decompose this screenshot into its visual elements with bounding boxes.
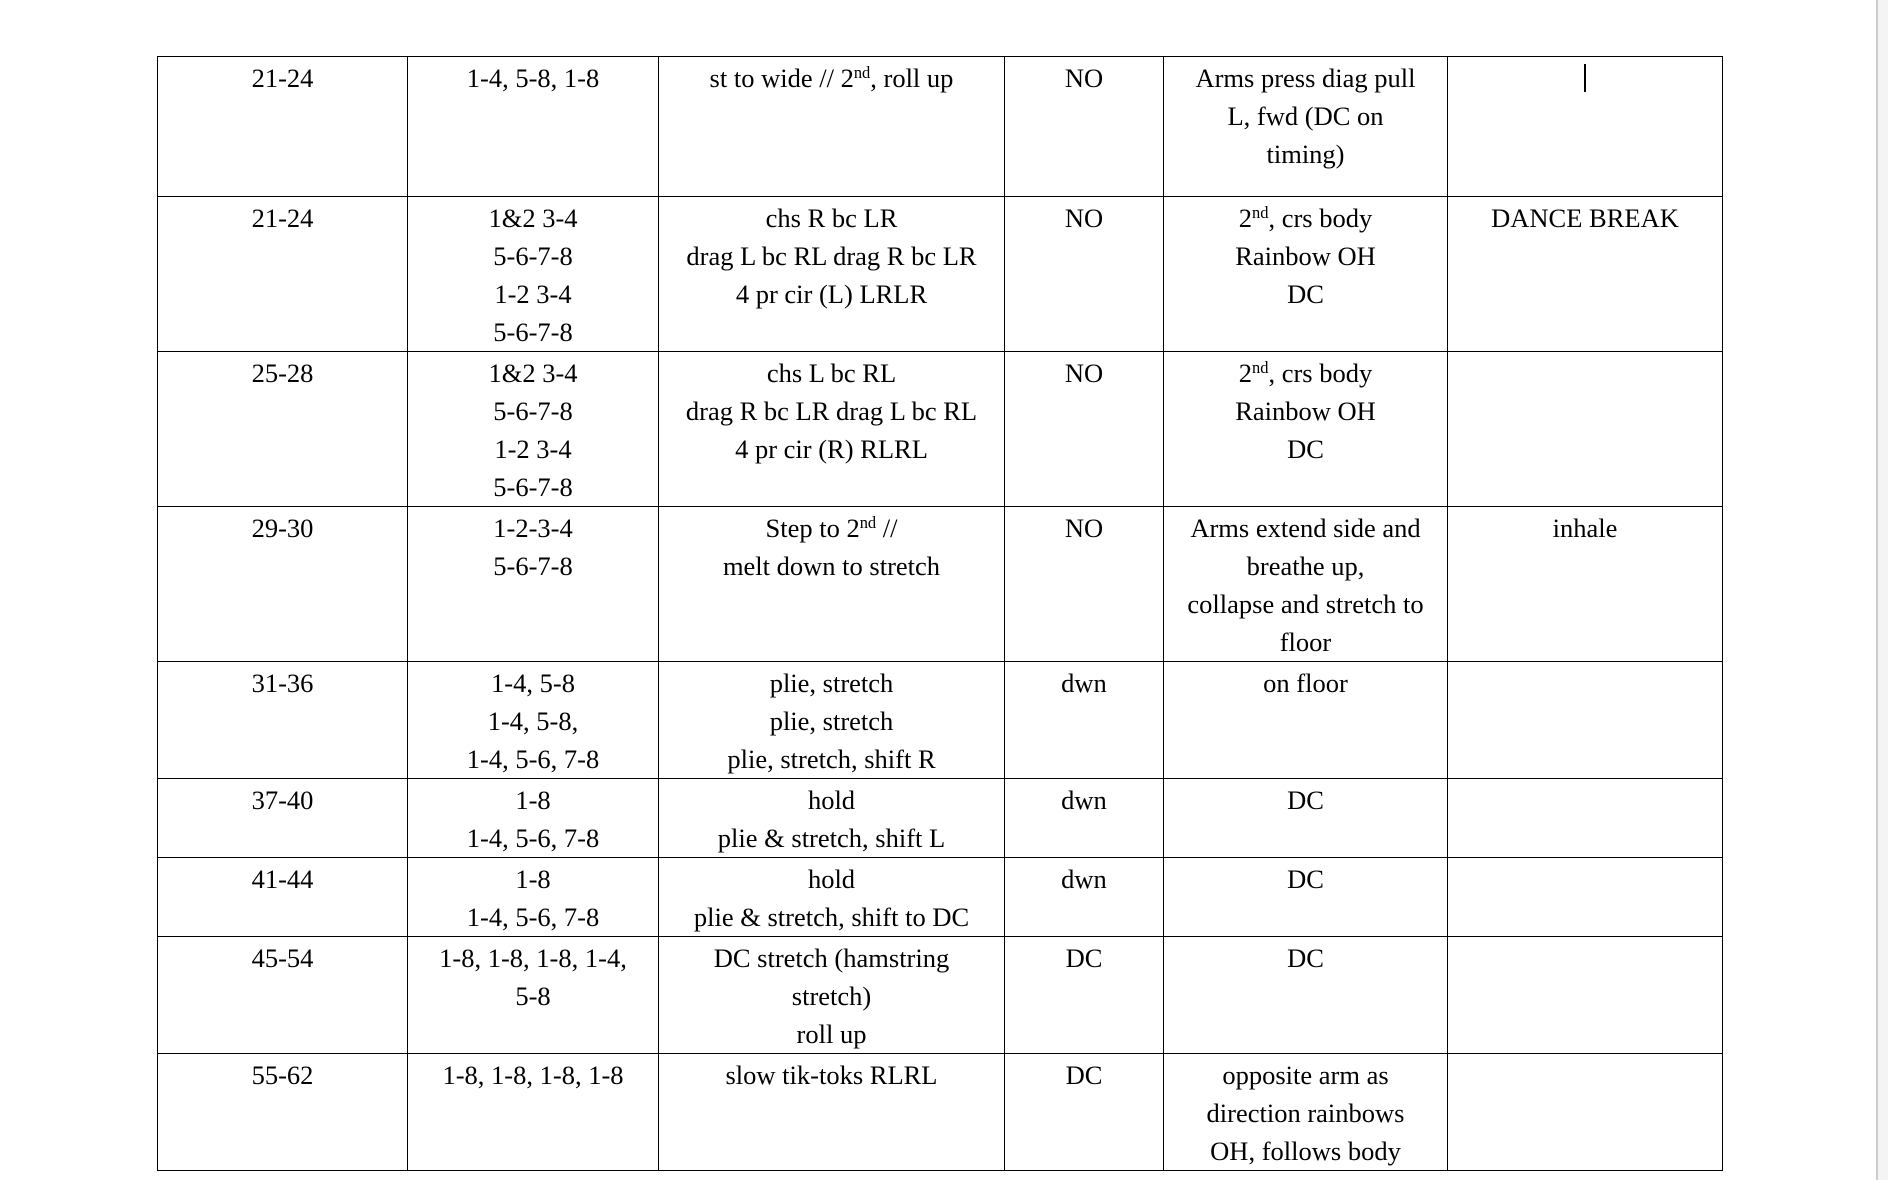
notes-cell[interactable] bbox=[1448, 858, 1723, 937]
beats-cell[interactable] bbox=[408, 197, 659, 352]
arms-line: collapse and stretch to bbox=[1187, 589, 1424, 619]
counts-text: 37-40 bbox=[251, 785, 314, 815]
beats-cell[interactable] bbox=[408, 57, 659, 197]
beats-line: 1-2 3-4 bbox=[494, 434, 572, 464]
counts-text: 21-24 bbox=[251, 63, 314, 93]
steps-line: stretch) bbox=[791, 981, 872, 1011]
beats-line: 5-6-7-8 bbox=[493, 317, 573, 347]
beats-cell[interactable] bbox=[408, 779, 659, 858]
arms-line: Rainbow OH bbox=[1235, 396, 1376, 426]
level-cell[interactable] bbox=[1005, 779, 1164, 858]
notes-line: DANCE BREAK bbox=[1491, 203, 1679, 233]
level-cell[interactable] bbox=[1005, 937, 1164, 1054]
level-text: dwn bbox=[1061, 668, 1107, 698]
beats-line: 1-8, 1-8, 1-8, 1-8 bbox=[442, 1060, 624, 1090]
counts-text: 41-44 bbox=[251, 864, 314, 894]
level-cell[interactable] bbox=[1005, 1054, 1164, 1171]
arms-line: DC bbox=[1287, 434, 1324, 464]
steps-line: 4 pr cir (L) LRLR bbox=[735, 279, 928, 309]
beats-line: 1-4, 5-6, 7-8 bbox=[466, 744, 600, 774]
steps-line: plie & stretch, shift L bbox=[717, 823, 946, 853]
steps-cell[interactable] bbox=[659, 1054, 1005, 1171]
counts-cell[interactable] bbox=[158, 352, 408, 507]
steps-line: Step to 2nd // bbox=[765, 512, 898, 543]
level-cell[interactable] bbox=[1005, 662, 1164, 779]
beats-line: 1-8 bbox=[515, 785, 551, 815]
arms-cell[interactable] bbox=[1164, 858, 1448, 937]
arms-cell[interactable] bbox=[1164, 937, 1448, 1054]
counts-cell[interactable] bbox=[158, 937, 408, 1054]
arms-cell[interactable] bbox=[1164, 352, 1448, 507]
level-text: DC bbox=[1065, 1060, 1103, 1090]
steps-line: drag L bc RL drag R bc LR bbox=[686, 241, 977, 271]
arms-line: Arms extend side and bbox=[1190, 513, 1421, 543]
counts-cell[interactable] bbox=[158, 507, 408, 662]
table-row bbox=[158, 57, 1723, 197]
counts-text: 31-36 bbox=[251, 668, 314, 698]
choreography-table bbox=[157, 56, 1723, 1171]
steps-line: hold bbox=[807, 785, 856, 815]
counts-cell[interactable] bbox=[158, 197, 408, 352]
arms-line: DC bbox=[1287, 864, 1324, 894]
steps-line: 4 pr cir (R) RLRL bbox=[735, 434, 928, 464]
level-text: dwn bbox=[1061, 864, 1107, 894]
beats-cell[interactable] bbox=[408, 937, 659, 1054]
table-row bbox=[158, 1054, 1723, 1171]
table-row bbox=[158, 937, 1723, 1054]
beats-cell[interactable] bbox=[408, 1054, 659, 1171]
notes-cell[interactable] bbox=[1448, 662, 1723, 779]
steps-line: plie, stretch, shift R bbox=[727, 744, 936, 774]
steps-cell[interactable] bbox=[659, 197, 1005, 352]
beats-cell[interactable] bbox=[408, 507, 659, 662]
counts-cell[interactable] bbox=[158, 779, 408, 858]
table-row bbox=[158, 779, 1723, 858]
arms-line: DC bbox=[1287, 279, 1324, 309]
beats-line: 5-6-7-8 bbox=[493, 551, 573, 581]
level-cell[interactable] bbox=[1005, 197, 1164, 352]
notes-cell[interactable] bbox=[1448, 1054, 1723, 1171]
steps-line: st to wide // 2nd, roll up bbox=[709, 62, 954, 93]
table-body bbox=[158, 57, 1723, 1171]
counts-text: 55-62 bbox=[251, 1060, 314, 1090]
beats-line: 1&2 3-4 bbox=[488, 358, 578, 388]
arms-cell[interactable] bbox=[1164, 1054, 1448, 1171]
arms-line: 2nd, crs body bbox=[1238, 357, 1373, 388]
steps-line: plie, stretch bbox=[769, 706, 894, 736]
notes-cell[interactable] bbox=[1448, 352, 1723, 507]
counts-text: 45-54 bbox=[251, 943, 314, 973]
notes-cell[interactable] bbox=[1448, 507, 1723, 662]
notes-cell[interactable] bbox=[1448, 937, 1723, 1054]
steps-line: hold bbox=[807, 864, 856, 894]
steps-cell[interactable] bbox=[659, 937, 1005, 1054]
beats-line: 1-8, 1-8, 1-8, 1-4, bbox=[439, 943, 627, 973]
beats-line: 1-4, 5-6, 7-8 bbox=[466, 823, 600, 853]
steps-cell[interactable] bbox=[659, 507, 1005, 662]
steps-cell[interactable] bbox=[659, 352, 1005, 507]
arms-line: floor bbox=[1279, 627, 1332, 657]
arms-line: Arms press diag pull bbox=[1195, 63, 1416, 93]
counts-text: 21-24 bbox=[251, 203, 314, 233]
table-row bbox=[158, 352, 1723, 507]
scrollbar-track[interactable] bbox=[1878, 0, 1888, 1180]
table-row bbox=[158, 197, 1723, 352]
steps-cell[interactable] bbox=[659, 57, 1005, 197]
beats-line: 1-2 3-4 bbox=[494, 279, 572, 309]
arms-line: opposite arm as bbox=[1222, 1060, 1389, 1090]
steps-cell[interactable] bbox=[659, 858, 1005, 937]
beats-line: 5-6-7-8 bbox=[493, 472, 573, 502]
arms-line: direction rainbows bbox=[1206, 1098, 1405, 1128]
arms-cell[interactable] bbox=[1164, 779, 1448, 858]
arms-cell[interactable] bbox=[1164, 57, 1448, 197]
beats-line: 1&2 3-4 bbox=[488, 203, 578, 233]
counts-text: 25-28 bbox=[251, 358, 314, 388]
level-cell[interactable] bbox=[1005, 858, 1164, 937]
counts-cell[interactable] bbox=[158, 662, 408, 779]
beats-line: 1-8 bbox=[515, 864, 551, 894]
beats-line: 5-8 bbox=[515, 981, 551, 1011]
notes-cell[interactable] bbox=[1448, 57, 1723, 197]
arms-line: on floor bbox=[1263, 668, 1348, 698]
arms-line: DC bbox=[1287, 785, 1324, 815]
steps-line: DC stretch (hamstring bbox=[713, 943, 950, 973]
beats-cell[interactable] bbox=[408, 662, 659, 779]
level-cell[interactable] bbox=[1005, 57, 1164, 197]
arms-line: 2nd, crs body bbox=[1238, 202, 1373, 233]
level-text: dwn bbox=[1061, 785, 1107, 815]
table-row bbox=[158, 507, 1723, 662]
table-row bbox=[158, 662, 1723, 779]
beats-line: 1-4, 5-8, bbox=[487, 706, 579, 736]
level-text: NO bbox=[1064, 63, 1104, 93]
notes-line: inhale bbox=[1552, 513, 1618, 543]
beats-line: 1-4, 5-8 bbox=[491, 668, 575, 698]
arms-line: breathe up, bbox=[1246, 551, 1365, 581]
level-cell[interactable] bbox=[1005, 507, 1164, 662]
beats-cell[interactable] bbox=[408, 858, 659, 937]
arms-line: OH, follows body bbox=[1210, 1136, 1401, 1166]
steps-line: drag R bc LR drag L bc RL bbox=[685, 396, 978, 426]
steps-cell[interactable] bbox=[659, 662, 1005, 779]
beats-line: 5-6-7-8 bbox=[493, 396, 573, 426]
steps-cell[interactable] bbox=[659, 779, 1005, 858]
counts-cell[interactable] bbox=[158, 1054, 408, 1171]
beats-cell[interactable] bbox=[408, 352, 659, 507]
text-cursor bbox=[1584, 64, 1586, 92]
beats-line: 1-2-3-4 bbox=[493, 513, 573, 543]
beats-line: 1-4, 5-8, 1-8 bbox=[466, 63, 600, 93]
beats-line: 5-6-7-8 bbox=[493, 241, 573, 271]
steps-line: plie, stretch bbox=[769, 668, 894, 698]
arms-line: Rainbow OH bbox=[1235, 241, 1376, 271]
arms-line: DC bbox=[1287, 943, 1324, 973]
arms-cell[interactable] bbox=[1164, 662, 1448, 779]
level-text: NO bbox=[1064, 513, 1104, 543]
arms-line: timing) bbox=[1266, 139, 1345, 169]
counts-cell[interactable] bbox=[158, 57, 408, 197]
table-row bbox=[158, 858, 1723, 937]
notes-cell[interactable] bbox=[1448, 197, 1723, 352]
arms-cell[interactable] bbox=[1164, 507, 1448, 662]
level-text: NO bbox=[1064, 203, 1104, 233]
beats-line: 1-4, 5-6, 7-8 bbox=[466, 902, 600, 932]
steps-line: chs R bc LR bbox=[765, 203, 898, 233]
steps-line: slow tik-toks RLRL bbox=[725, 1060, 938, 1090]
level-cell[interactable] bbox=[1005, 352, 1164, 507]
steps-line: melt down to stretch bbox=[722, 551, 941, 581]
steps-line: chs L bc RL bbox=[766, 358, 897, 388]
level-text: NO bbox=[1064, 358, 1104, 388]
counts-text: 29-30 bbox=[251, 513, 314, 543]
steps-line: roll up bbox=[796, 1019, 867, 1049]
level-text: DC bbox=[1065, 943, 1103, 973]
arms-cell[interactable] bbox=[1164, 197, 1448, 352]
counts-cell[interactable] bbox=[158, 858, 408, 937]
steps-line: plie & stretch, shift to DC bbox=[693, 902, 970, 932]
arms-line: L, fwd (DC on bbox=[1227, 101, 1384, 131]
notes-cell[interactable] bbox=[1448, 779, 1723, 858]
